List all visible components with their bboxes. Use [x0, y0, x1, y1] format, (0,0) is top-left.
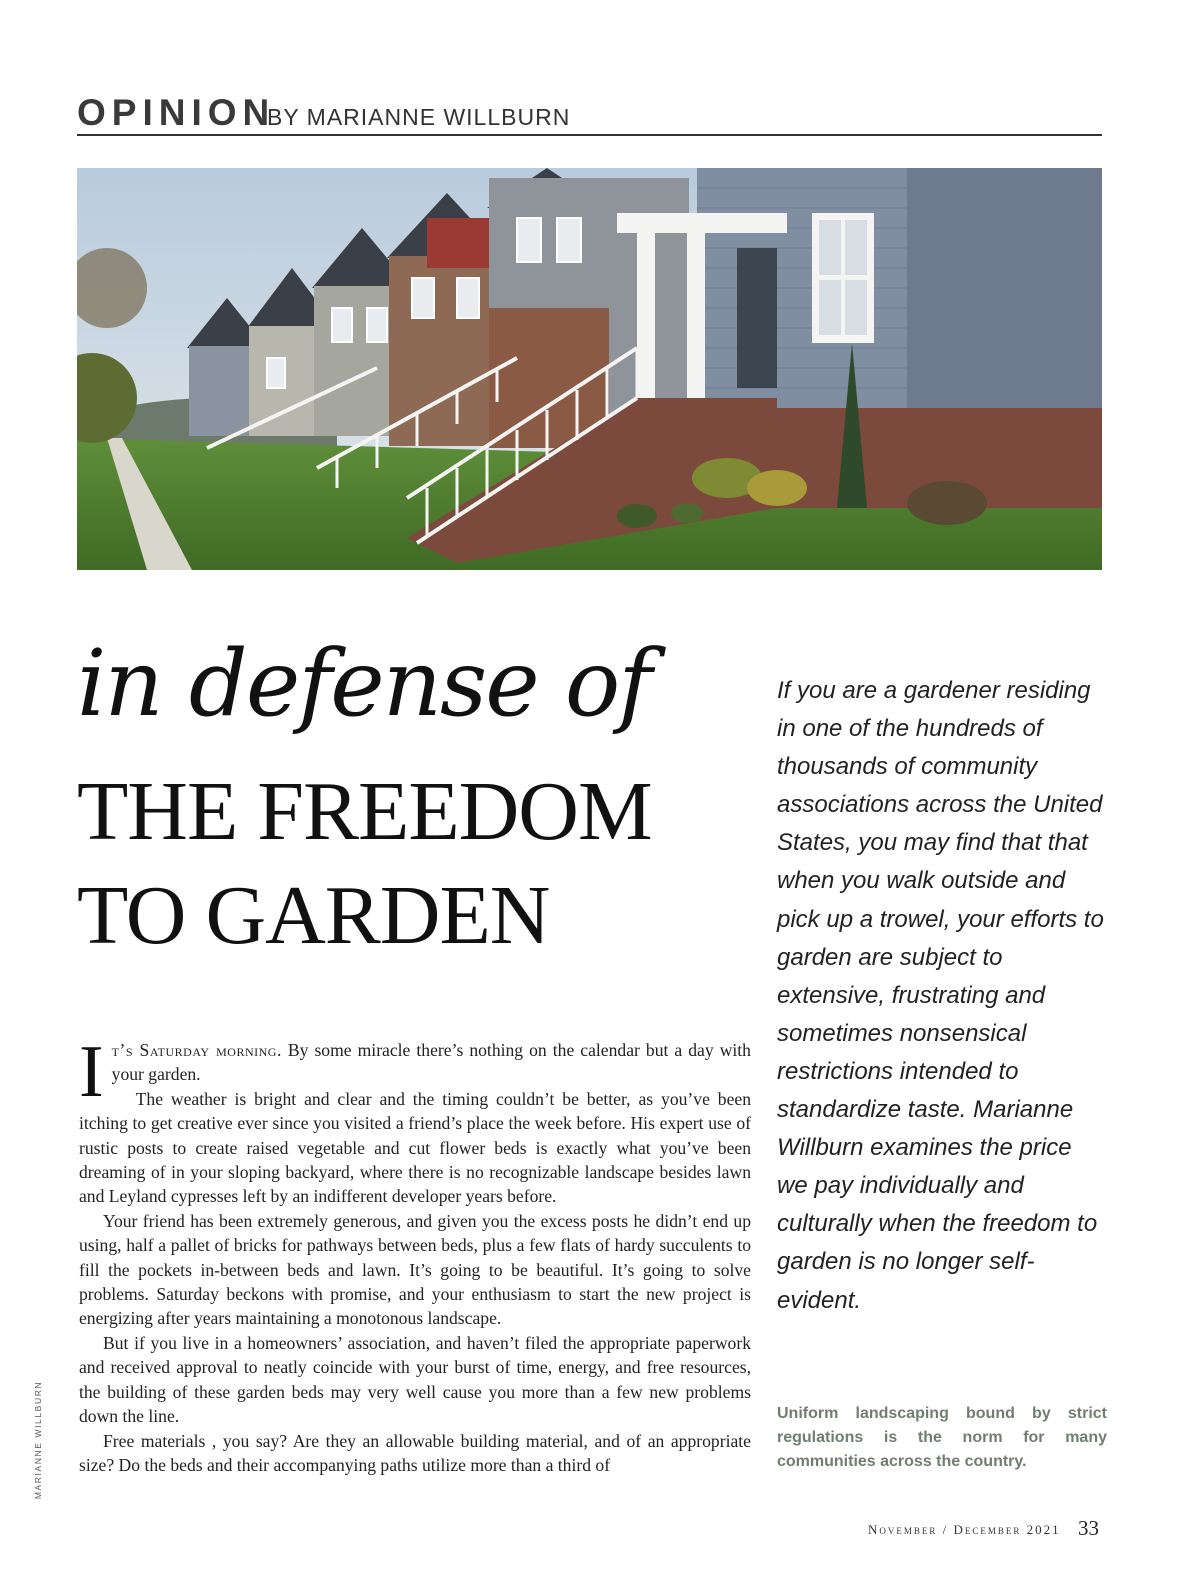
- body-paragraph-2: The weather is bright and clear and the timing couldn’t be better, as you’ve been itching to get creative ever since you visited a friend’s place the week before. His expert use of rustic posts to create raised vegetable and cut flower beds is exactly what you’ve been dreaming of in your sloping backyard, where there is no recognizable landscape besides lawn and Leyland cypresses left by an indifferent developer years before.: [79, 1088, 751, 1207]
- lead-in: t’s Saturday morning.: [111, 1040, 282, 1060]
- townhouse-row-illustration: [77, 168, 1102, 570]
- photo-caption: Uniform landscaping bound by strict regulations is the norm for many communities across the country.: [777, 1405, 1107, 1470]
- body-paragraph-1-text: By some miracle there’s nothing on the calendar but a day with your garden.: [111, 1040, 751, 1085]
- title-line-italic: in defense of: [77, 630, 651, 737]
- issue-date: November / December 2021: [868, 1522, 1061, 1537]
- body-paragraph-4: But if you live in a homeowners’ association, and haven’t filed the appropriate paperwork and received approval to neatly coincide with your burst of time, energy, and free resources, the building of these garden beds may very well cause you more than a few new problems down the line.: [79, 1332, 751, 1427]
- body-paragraph-5: Free materials , you say? Are they an allowable building material, and of an appropriate size? Do the beds and their accompanying paths utilize more than a third of: [79, 1430, 751, 1475]
- drop-cap: I: [79, 1031, 104, 1113]
- article-photo: [77, 168, 1102, 570]
- headline-line-1: THE FREEDOM: [77, 765, 652, 858]
- photo-credit: MARIANNE WILLBURN: [33, 1380, 43, 1500]
- article-dek: If you are a gardener residing in one of the hundreds of thousands of community associations across the United States, you may find that that when you walk outside and pick up a trowel, your efforts to garden are subject to extensive, frustrating and sometimes nonsensical restrictions intended to standardize taste. Marianne Willburn examines the price we pay individually and culturally when the freedom to garden is no longer self-evident.: [777, 677, 1104, 1314]
- page-number: 33: [1078, 1516, 1099, 1540]
- headline: [77, 760, 767, 968]
- headline-line-2: TO GARDEN: [77, 869, 550, 962]
- article-body: [79, 1031, 751, 1477]
- byline: BY MARIANNE WILLBURN: [267, 104, 571, 130]
- section-label: OPINION: [77, 92, 276, 133]
- body-paragraph-1: [79, 1031, 751, 1113]
- body-paragraph-3: Your friend has been extremely generous, and given you the excess posts he didn’t end up using, half a pallet of bricks for pathways between beds, plus a few flats of hardy succulents to fill the pockets in-between beds and lawn. It’s going to be beautiful. It’s going to solve problems. Saturday beckons with promise, and your enthusiasm to start the new project is energizing after years maintaining a monotonous landscape.: [79, 1210, 751, 1329]
- page-header: [77, 88, 1102, 136]
